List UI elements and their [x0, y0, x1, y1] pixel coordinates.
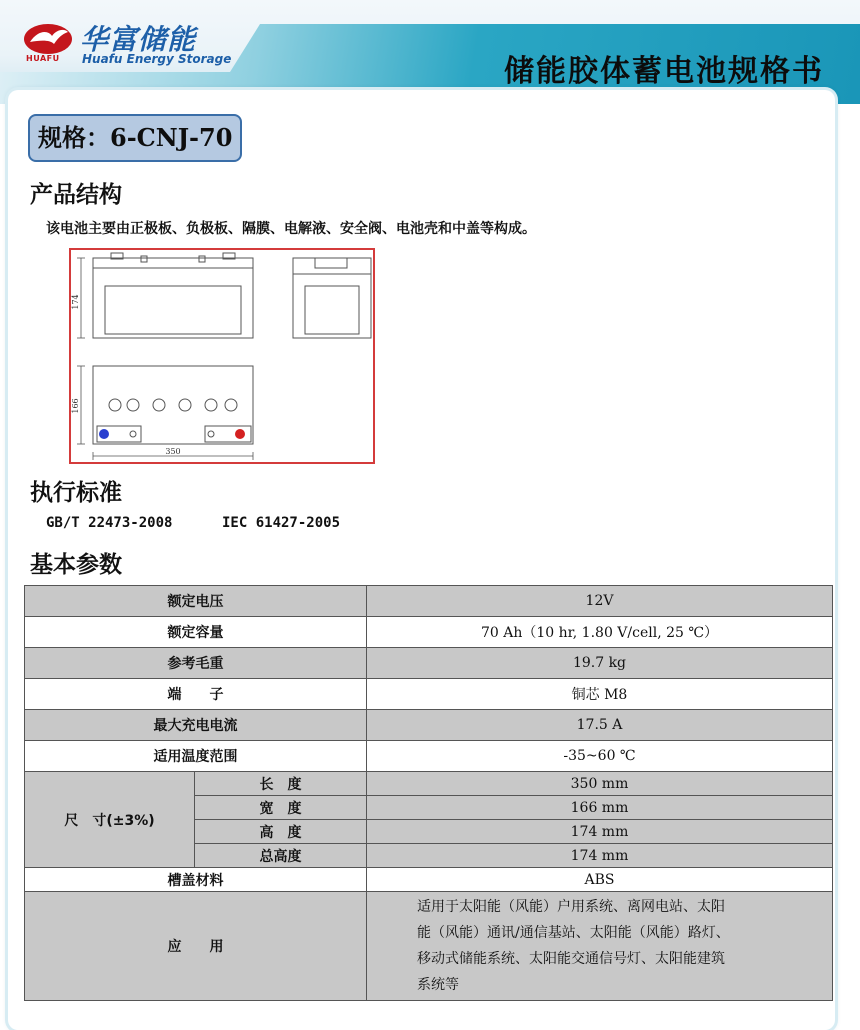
table-row — [25, 586, 833, 617]
battery-drawing — [69, 248, 375, 464]
logo-caption: HUAFU — [26, 54, 60, 63]
dim-label-height: 174 — [71, 294, 80, 310]
param-label: 额定容量 — [25, 617, 367, 648]
param-value: ABS — [367, 868, 833, 892]
param-value: 350 mm — [367, 772, 833, 796]
param-sublabel: 总高度 — [195, 844, 367, 868]
param-label: 最大充电电流 — [25, 710, 367, 741]
section-title-structure: 产品结构 — [30, 182, 122, 208]
table-row — [25, 710, 833, 741]
application-line: 适用于太阳能（风能）户用系统、离网电站、太阳 — [417, 899, 725, 915]
param-value: 12V — [367, 586, 833, 617]
brand-name-en: Huafu Energy Storage — [82, 52, 232, 66]
negative-terminal-icon — [99, 429, 109, 439]
top-view — [93, 366, 253, 444]
side-view — [293, 258, 371, 338]
application-line: 能（风能）通讯/通信基站、太阳能（风能）路灯、 — [417, 925, 730, 941]
param-value: 166 mm — [367, 796, 833, 820]
param-label: 端 子 — [25, 679, 367, 710]
table-row — [25, 868, 833, 892]
param-value: 174 mm — [367, 820, 833, 844]
positive-terminal-icon — [235, 429, 245, 439]
front-view — [93, 253, 253, 338]
param-label: 参考毛重 — [25, 648, 367, 679]
table-row — [25, 741, 833, 772]
structure-description: 该电池主要由正极板、负极板、隔膜、电解液、安全阀、电池壳和中盖等构成。 — [46, 221, 536, 237]
param-value-application — [367, 892, 833, 1001]
param-value: -35~60 ℃ — [367, 741, 833, 772]
param-value: 铜芯 M8 — [367, 679, 833, 710]
param-value: 19.7 kg — [367, 648, 833, 679]
param-label-dimensions: 尺 寸(±3%) — [25, 772, 195, 868]
table-row — [25, 679, 833, 710]
section-title-params: 基本参数 — [30, 552, 122, 578]
param-sublabel: 宽 度 — [195, 796, 367, 820]
param-value: 17.5 A — [367, 710, 833, 741]
param-label: 额定电压 — [25, 586, 367, 617]
brand-name-cn: 华富储能 — [80, 23, 197, 56]
param-value: 174 mm — [367, 844, 833, 868]
table-row — [25, 648, 833, 679]
spec-model-box: 规格：6-CNJ-70 — [28, 114, 242, 162]
param-sublabel: 长 度 — [195, 772, 367, 796]
application-line: 移动式储能系统、太阳能交通信号灯、太阳能建筑 — [417, 951, 725, 967]
dim-label-length: 350 — [165, 447, 181, 456]
table-row — [25, 617, 833, 648]
battery-drawing-svg — [71, 250, 373, 462]
huafu-logo-icon — [22, 22, 74, 56]
standard-item: IEC 61427-2005 — [222, 515, 341, 531]
param-value: 70 Ah（10 hr, 1.80 V/cell, 25 ℃） — [367, 617, 833, 648]
param-label: 槽盖材料 — [25, 868, 367, 892]
table-row — [25, 892, 833, 1001]
param-label: 适用温度范围 — [25, 741, 367, 772]
params-table — [24, 585, 833, 1001]
application-line: 系统等 — [417, 977, 459, 993]
standard-item: GB/T 22473-2008 — [46, 515, 173, 531]
dim-label-width: 166 — [71, 398, 80, 414]
section-title-standards: 执行标准 — [30, 480, 122, 506]
param-label: 应 用 — [25, 892, 367, 1001]
param-sublabel: 高 度 — [195, 820, 367, 844]
document-title: 储能胶体蓄电池规格书 — [504, 54, 824, 89]
table-row — [25, 772, 833, 796]
